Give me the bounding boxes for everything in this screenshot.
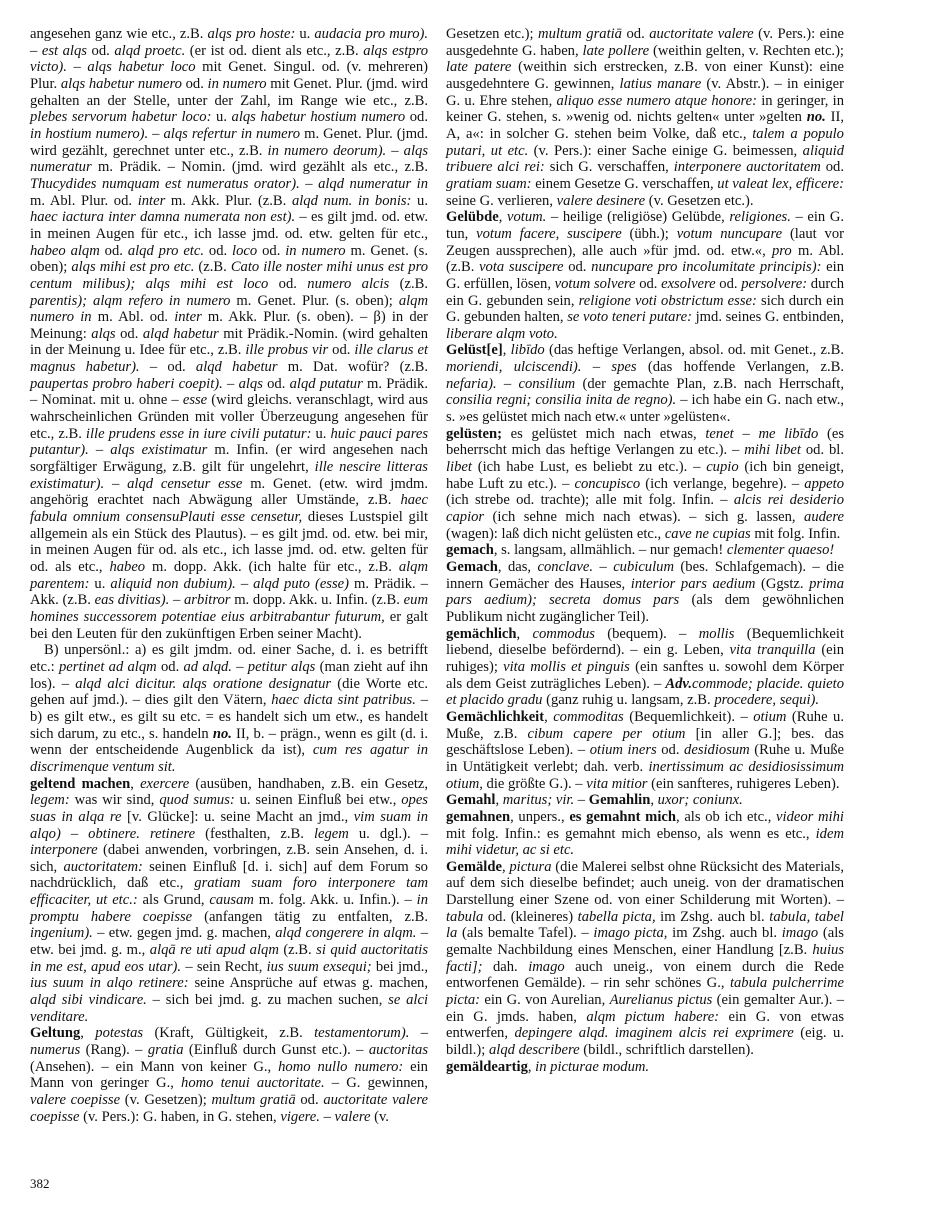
entry-gemahnen: gemahnen, unpers., es gemahnt mich, als ob ich etc., videor mihi mit folg. Infin.: es gemahnt mich ebenso, als wenn es etc., idem mihi videtur, ac si etc. <box>446 808 844 859</box>
left-column <box>30 26 428 1125</box>
entry-unpersoenlich: B) unpersönl.: a) es gilt jmdm. od. einer Sache, d. i. es betrifft etc.: pertinet ad alqm od. ad alqd. – petitur alqs (man zieht auf ihn los). – alqd alci dicitur. alqs oratione designatur (die Worte etc. gehen auf jmd.). – dies gilt den Vätern, haec dicta sint patribus. – b) es gilt etw., es gilt su etc. = es handelt sich um etw., es handelt sich darum, zu etc., s. handeln no. II, b. – prägn., wenn es gilt (d. i. wenn der entscheidende Augenblick da ist), cum res agatur in discrimenque ventum sit. <box>30 642 429 775</box>
entry-gelueste: Gelüst[e], libīdo (das heftige Verlangen, absol. od. mit Genet., z.B. moriendi, ulciscendi). – spes (das hoffende Verlangen, z.B. nefaria). – consilium (der gemachte Plan, z.B. nach Herrschaft, consilia regni; consilia inita de regno). – ich habe ein G. nach etw., s. »es gelüstet mich nach etw.« unter »gelüsten«. <box>446 342 845 426</box>
entry-gemaechlich: gemächlich, commodus (bequem). – mollis (Bequemlichkeit liebend, dieselbe befördernd). – ein g. Leben, vita tranquilla (ein ruhiges); vita mollis et pinguis (ein sanftes u. sowohl dem Körper als dem Geist zuträgliches Leben). – Adv.commode; placide. quieto et placido gradu (ganz ruhig u. langsam, z.B. procedere, sequi). <box>446 625 845 709</box>
entry-gemach-adj: gemach, s. langsam, allmählich. – nur gemach! clementer quaeso! <box>446 542 835 559</box>
right-column <box>446 26 844 1075</box>
entry-continuation: angesehen ganz wie etc., z.B. alqs pro hoste: u. audacia pro muro). – est alqs od. alqd proetc. (er ist od. dient als etc., z.B. alqs estpro victo). – alqs habetur loco mit Genet. Singul. od. (v. mehreren) Plur. alqs habetur numero od. in numero mit Genet. Plur. (jmd. wird gehalten an der Stelle, unter der Zahl, im Range wie etc., z.B. plebes servorum habetur loco: u. alqs habetur hostium numero od. in hostium numero). – alqs refertur in numero m. Genet. Plur. (jmd. wird gezählt, gerechnet unter etc., z.B. in numero deorum). – alqs numeratur m. Prädik. – Nomin. (jmd. wird gezählt als etc., z.B. Thucydides numquam est numeratus orator). – alqd numeratur in m. Abl. Plur. od. inter m. Akk. Plur. (z.B. alqd num. in bonis: u. haec iactura inter damna numerata non est). – es gilt jmd. od. etw. in meinen Augen für etc., ich lasse jmd. od. etw. gelten für etc., habeo alqm od. alqd pro etc. od. loco od. in numero m. Genet. (s. oben); alqs mihi est pro etc. (z.B. Cato ille noster mihi unus est pro centum milibus); alqs mihi est loco od. numero alcis (z.B. parentis); alqm refero in numero m. Genet. Plur. (s. oben); alqm numero in m. Abl. od. inter m. Akk. Plur. (s. oben). – β) in der Meinung: alqs od. alqd habetur mit Prädik.-Nomin. (wird gehalten in der Meinung u. Idee für etc., z.B. ille probus vir od. ille clarus et magnus habetur). – od. alqd habetur m. Dat. wofür? (z.B. paupertas probro haberi coepit). – alqs od. alqd putatur m. Prädik. – Nominat. mit u. ohne – esse (wird gleichs. veranschlagt, wird aus wahrscheinlichen Gründen mit voller Überzeugung angesehen für etc., z.B. ille prudens esse in iure civili putatur: u. huic pauci pares putantur). – alqs existimatur m. Infin. (er wird angesehen nach sorgfältiger Erwägung, z.B. gilt für ungelehrt, ille nescire litteras existimatur). – alqd censetur esse m. Genet. (etw. wird jmdm. angehörig erachtet nach Abwägung aller Umstände, z.B. haec fabula omnium consensuPlauti esse censetur, dieses Lustspiel gilt allgemein als ein Stück des Plautus). – es gilt jmd. od. etw. bei mir, in meinen Augen für od. als etc., ich lasse jmd. od. etw. gelten für od. als etc., habeo m. dopp. Akk. (ich halte für etc., z.B. alqm parentem: u. aliquid non dubium). – alqd puto (esse) m. Prädik. – Akk. (z.B. eas divitias). – arbitror m. dopp. Akk. u. Infin. (z.B. eum homines successorem potentiae eius arbitrabantur futurum, er galt bei den Leuten für den zukünftigen Erben seiner Macht). <box>30 26 429 642</box>
entry-gemaelde: Gemälde, pictura (die Malerei selbst ohne Rücksicht des Materials, auf dem sich dieselbe befindet; auch uneig. von der dramatischen Darstellung einer Szene od. von einer Schilderung mit Worten). – tabula od. (kleineres) tabella picta, im Zshg. auch bl. tabula, tabel la (als bemalte Tafel). – imago picta, im Zshg. auch bl. imago (als gemalte Nachbildung eines Menschen, einer Handlung [z.B. huius facti]; dah. imago auch uneig., von einem durch die Rede entworfenen Gemälde). – rin sehr schönes G., tabula pulcherrime picta: ein G. von Aurelian, Aurelianus pictus (ein gemalter Aur.). – ein G. jmds. haben, alqm pictum habere: ein G. von etwas entwerfen, depingere alqd. imaginem alcis rei exprimere (eig. u. bildl.); alqd describere (bildl., schriftlich darstellen). <box>446 858 845 1059</box>
entry-geltend-machen: geltend machen, exercere (ausüben, handhaben, z.B. ein Gesetz, legem: was wir sind, quod sumus: u. seinen Einfluß bei etw., opes suas in alqa re [v. Glücke]: u. seine Macht an jmd., vim suam in alqo) – obtinere. retinere (festhalten, z.B. legem u. dgl.). – interponere (dabei anwenden, vorbringen, z.B. sein Ansehen, d. i. sich, auctoritatem: seinen Einfluß [d. i. sich] auf dem Forum so nachdrücklich, daß etc., gratiam suam foro interponere tam efficaciter, ut etc.: als Grund, causam m. folg. Akk. u. Infin.). – in promptu habere coepisse (anfangen tätig zu entfalten, z.B. ingenium). – etw. gegen jmd. g. machen, alqd congerere in alqm. – etw. bei jmd. g. m., alqā re uti apud alqm (z.B. si quid auctoritatis in me est, apud eos utar). – sein Recht, ius suum exsequi; bei jmd., ius suum in alqo retinere: seine Ansprüche auf etwas g. machen, alqd sibi vindicare. – sich bei jmd. g. zu machen suchen, se alci venditare. <box>30 775 429 1025</box>
entry-gemahl: Gemahl, maritus; vir. – Gemahlin, uxor; coniunx. <box>446 792 743 809</box>
entry-geltung: Geltung, potestas (Kraft, Gültigkeit, z.B. testamentorum). – numerus (Rang). – gratia (Einfluß durch Gunst etc.). – auctoritas (Ansehen). – ein Mann von keiner G., homo nullo numero: ein Mann von geringer G., homo tenui auctoritate. – G. gewinnen, valere coepisse (v. Gesetzen); multum gratiā od. auctoritate valere coepisse (v. Pers.): G. haben, in G. stehen, vigere. – valere (v. <box>30 1025 428 1125</box>
entry-gemach-noun: Gemach, das, conclave. – cubiculum (bes. Schlafgemach). – die innern Gemächer des Hauses, interior pars aedium (Ggstz. prima pars aedium); secreta domus pars (als dem gewöhnlichen Publikum nicht zugänglicher Teil). <box>446 559 844 625</box>
entry-gemaeldeartig: gemäldeartig, in picturae modum. <box>446 1058 650 1075</box>
entry-geltung-continued: Gesetzen etc.); multum gratiā od. auctoritate valere (v. Pers.): eine ausgedehnte G. haben, late pollere (weithin gelten, v. Rechten etc.); late patere (weithin sich erstrecken, z.B. von einer Kunst): eine ausgedehntere G. gewinnen, latius manare (v. Abstr.). – in einiger G. u. Ehre stehen, aliquo esse numero atque honore: in geringer, in keiner G. stehen, s. »wenig od. nichts gelten« unter »gelten no. II, A, a«: in solcher G. stehen beim Volke, daß etc., talem a populo putari, ut etc. (v. Pers.): einer Sache einige G. beimessen, aliquid tribuere alci rei: sich G. verschaffen, interponere auctoritatem od. gratiam suam: einem Gesetze G. verschaffen, ut valeat lex, efficere: seine G. verlieren, valere desinere (v. Gesetzen etc.). <box>446 26 845 209</box>
entry-gemaechlichkeit: Gemächlichkeit, commoditas (Bequemlichkeit). – otium (Ruhe u. Muße, z.B. cibum capere per otium [in aller G.]; bes. das geschäftslose Leben). – otium iners od. desidiosum (Ruhe u. Muße in Untätigkeit verlebt; dah. verb. inertissimum ac desidiosissimum otium, die größte G.). – vita mitior (ein sanfteres, ruhigeres Leben). <box>446 708 845 792</box>
page-number: 382 <box>30 1176 50 1191</box>
entry-geluebde: Gelübde, votum. – heilige (religiöse) Gelübde, religiones. – ein G. tun, votum facere, suscipere (übh.); votum nuncupare (laut vor Zeugen aussprechen), alle auch »für jmd. od. etw.«, pro m. Abl. (z.B. vota suscipere od. nuncupare pro incolumitate principis): ein G. erfüllen, lösen, votum solvere od. exsolvere od. persolvere: durch ein G. gebunden sein, religione voti obstrictum esse: sich durch ein G. gebunden halten, se voto teneri putare: jmd. seines G. entbinden, liberare alqm voto. <box>446 209 845 342</box>
entry-geluesten: gelüsten; es gelüstet mich nach etwas, tenet – me libīdo (es beherrscht mich das heftige Verlangen zu etc.). – mihi libet od. bl. libet (ich habe Lust, es beliebt zu etc.). – cupio (ich bin geneigt, habe Luft zu etc.). – concupisco (ich verlange, begehre). – appeto (ich strebe od. trachte); alle mit folg. Infin. – alcis rei desiderio capior (ich sehne mich nach etwas). – sich g. lassen, audere (wagen): laß dich nicht gelüsten etc., cave ne cupias mit folg. Infin. <box>446 425 844 542</box>
